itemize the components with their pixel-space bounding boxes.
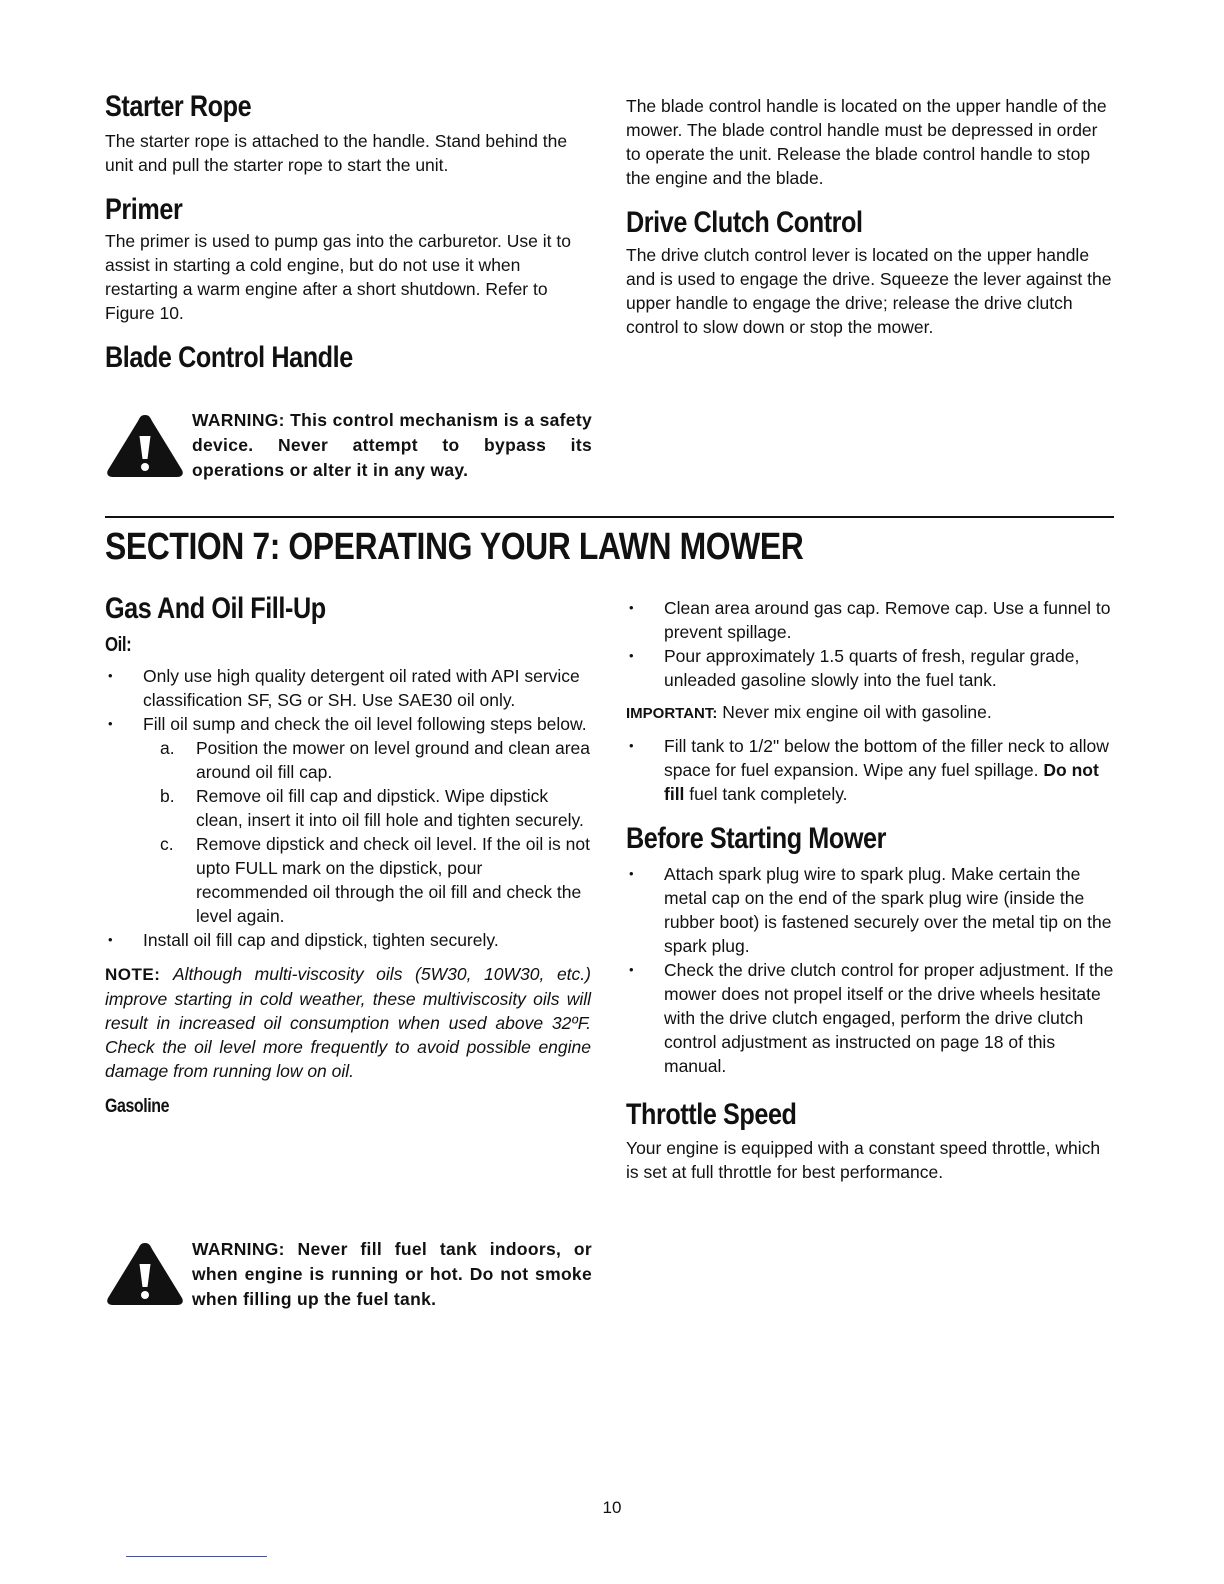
drive-clutch-text: The drive clutch control lever is located on the upper handle and is used to engage the drive. Squeeze the lever against the upper handle to engage the drive; release the drive clutch control to slow down or stop the mower. xyxy=(626,245,1112,337)
throttle-text: Your engine is equipped with a constant speed throttle, which is set at full throttle for best performance. xyxy=(626,1138,1101,1182)
throttle-heading: Throttle Speed xyxy=(626,1098,797,1131)
oil-bullet-2: • Fill oil sump and check the oil level following steps below. xyxy=(105,712,591,736)
oil-note xyxy=(105,962,591,1083)
step-text: Position the mower on level ground and clean area around oil fill cap. xyxy=(196,738,590,782)
gas-oil-heading: Gas And Oil Fill-Up xyxy=(105,592,326,625)
fuel-bullet-3-end: fuel tank completely. xyxy=(689,784,848,804)
section-divider xyxy=(105,516,1114,518)
important-note xyxy=(626,700,1114,726)
fuel-bullet-2: • Pour approximately 1.5 quarts of fresh, regular grade, unleaded gasoline slowly into the fuel tank. xyxy=(626,644,1114,692)
top-left-column xyxy=(105,90,591,375)
fuel-bullet-3-text: Fill tank to 1/2" below the bottom of the filler neck to allow space for fuel expansion. Wipe any fuel spillage. xyxy=(664,736,1109,780)
bottom-right-column xyxy=(626,596,1114,1184)
fuel-bullet-3 xyxy=(626,734,1114,806)
note-text: Although multi-viscosity oils (5W30, 10W30, etc.) improve starting in cold weather, these multiviscosity oils will result in increased oil consumption when used above 32ºF. Check the oil level more frequently to avoid possible engine damage from running low on oil. xyxy=(105,964,591,1081)
gasoline-subheading: Gasoline xyxy=(105,1096,170,1117)
step-letter: a. xyxy=(160,738,175,758)
step-letter: b. xyxy=(160,786,175,806)
primer-heading: Primer xyxy=(105,193,183,226)
blade-control-heading: Blade Control Handle xyxy=(105,341,353,374)
note-label: NOTE: xyxy=(105,965,161,984)
oil-step-b xyxy=(105,784,591,832)
gasoline-warning-text: WARNING: Never fill fuel tank indoors, or when engine is running or hot. Do not smoke when filling up the fuel tank. xyxy=(192,1239,592,1309)
drive-clutch-heading: Drive Clutch Control xyxy=(626,206,863,239)
oil-step-c xyxy=(105,832,591,928)
important-label: IMPORTANT: xyxy=(626,705,718,722)
primer-text: The primer is used to pump gas into the carburetor. Use it to assist in starting a cold engine, but do not use it when restarting a warm engine after a short shutdown. Refer to Figure 10. xyxy=(105,231,571,323)
starter-rope-heading: Starter Rope xyxy=(105,90,252,123)
starter-rope-text: The starter rope is attached to the handle. Stand behind the unit and pull the starter rope to start the unit. xyxy=(105,131,568,175)
section-title: SECTION 7: OPERATING YOUR LAWN MOWER xyxy=(105,526,804,568)
important-text: Never mix engine oil with gasoline. xyxy=(722,702,992,722)
blade-control-text: The blade control handle is located on the upper handle of the mower. The blade control handle must be depressed in order to operate the unit. Release the blade control handle to stop the engine and the blade. xyxy=(626,96,1107,188)
footer-rule xyxy=(126,1556,267,1557)
bottom-left-column xyxy=(105,592,591,1119)
oil-bullet-3: • Install oil fill cap and dipstick, tighten securely. xyxy=(105,928,591,952)
step-letter: c. xyxy=(160,834,174,854)
warning-icon xyxy=(105,1240,185,1304)
step-text: Remove oil fill cap and dipstick. Wipe dipstick clean, insert it into oil fill hole and tighten securely. xyxy=(196,786,584,830)
before-starting-bullet-1: • Attach spark plug wire to spark plug. Make certain the metal cap on the end of the spark plug wire (inside the rubber boot) is fastened securely over the metal tip on the spark plug. xyxy=(626,862,1114,958)
page-number: 10 xyxy=(602,1498,622,1517)
fuel-bullet-1: • Clean area around gas cap. Remove cap. Use a funnel to prevent spillage. xyxy=(626,596,1114,644)
warning-icon xyxy=(105,412,185,476)
before-starting-heading: Before Starting Mower xyxy=(626,822,887,855)
oil-step-a xyxy=(105,736,591,784)
oil-bullet-1: • Only use high quality detergent oil rated with API service classification SF, SG or SH. Use SAE30 oil only. xyxy=(105,664,591,712)
step-text: Remove dipstick and check oil level. If the oil is not upto FULL mark on the dipstick, pour recommended oil through the oil fill and check the level again. xyxy=(196,834,590,926)
fuel-bullet-3-bold: Do not fill xyxy=(664,760,1099,804)
oil-subheading: Oil: xyxy=(105,634,132,656)
before-starting-bullet-2: • Check the drive clutch control for proper adjustment. If the mower does not propel itself or the drive wheels hesitate with the drive clutch engaged, perform the drive clutch control adjustment as instructed on page 18 of this manual. xyxy=(626,958,1114,1078)
blade-warning-text: WARNING: This control mechanism is a safety device. Never attempt to bypass its operations or alter it in any way. xyxy=(192,410,592,480)
top-right-column xyxy=(626,94,1114,339)
